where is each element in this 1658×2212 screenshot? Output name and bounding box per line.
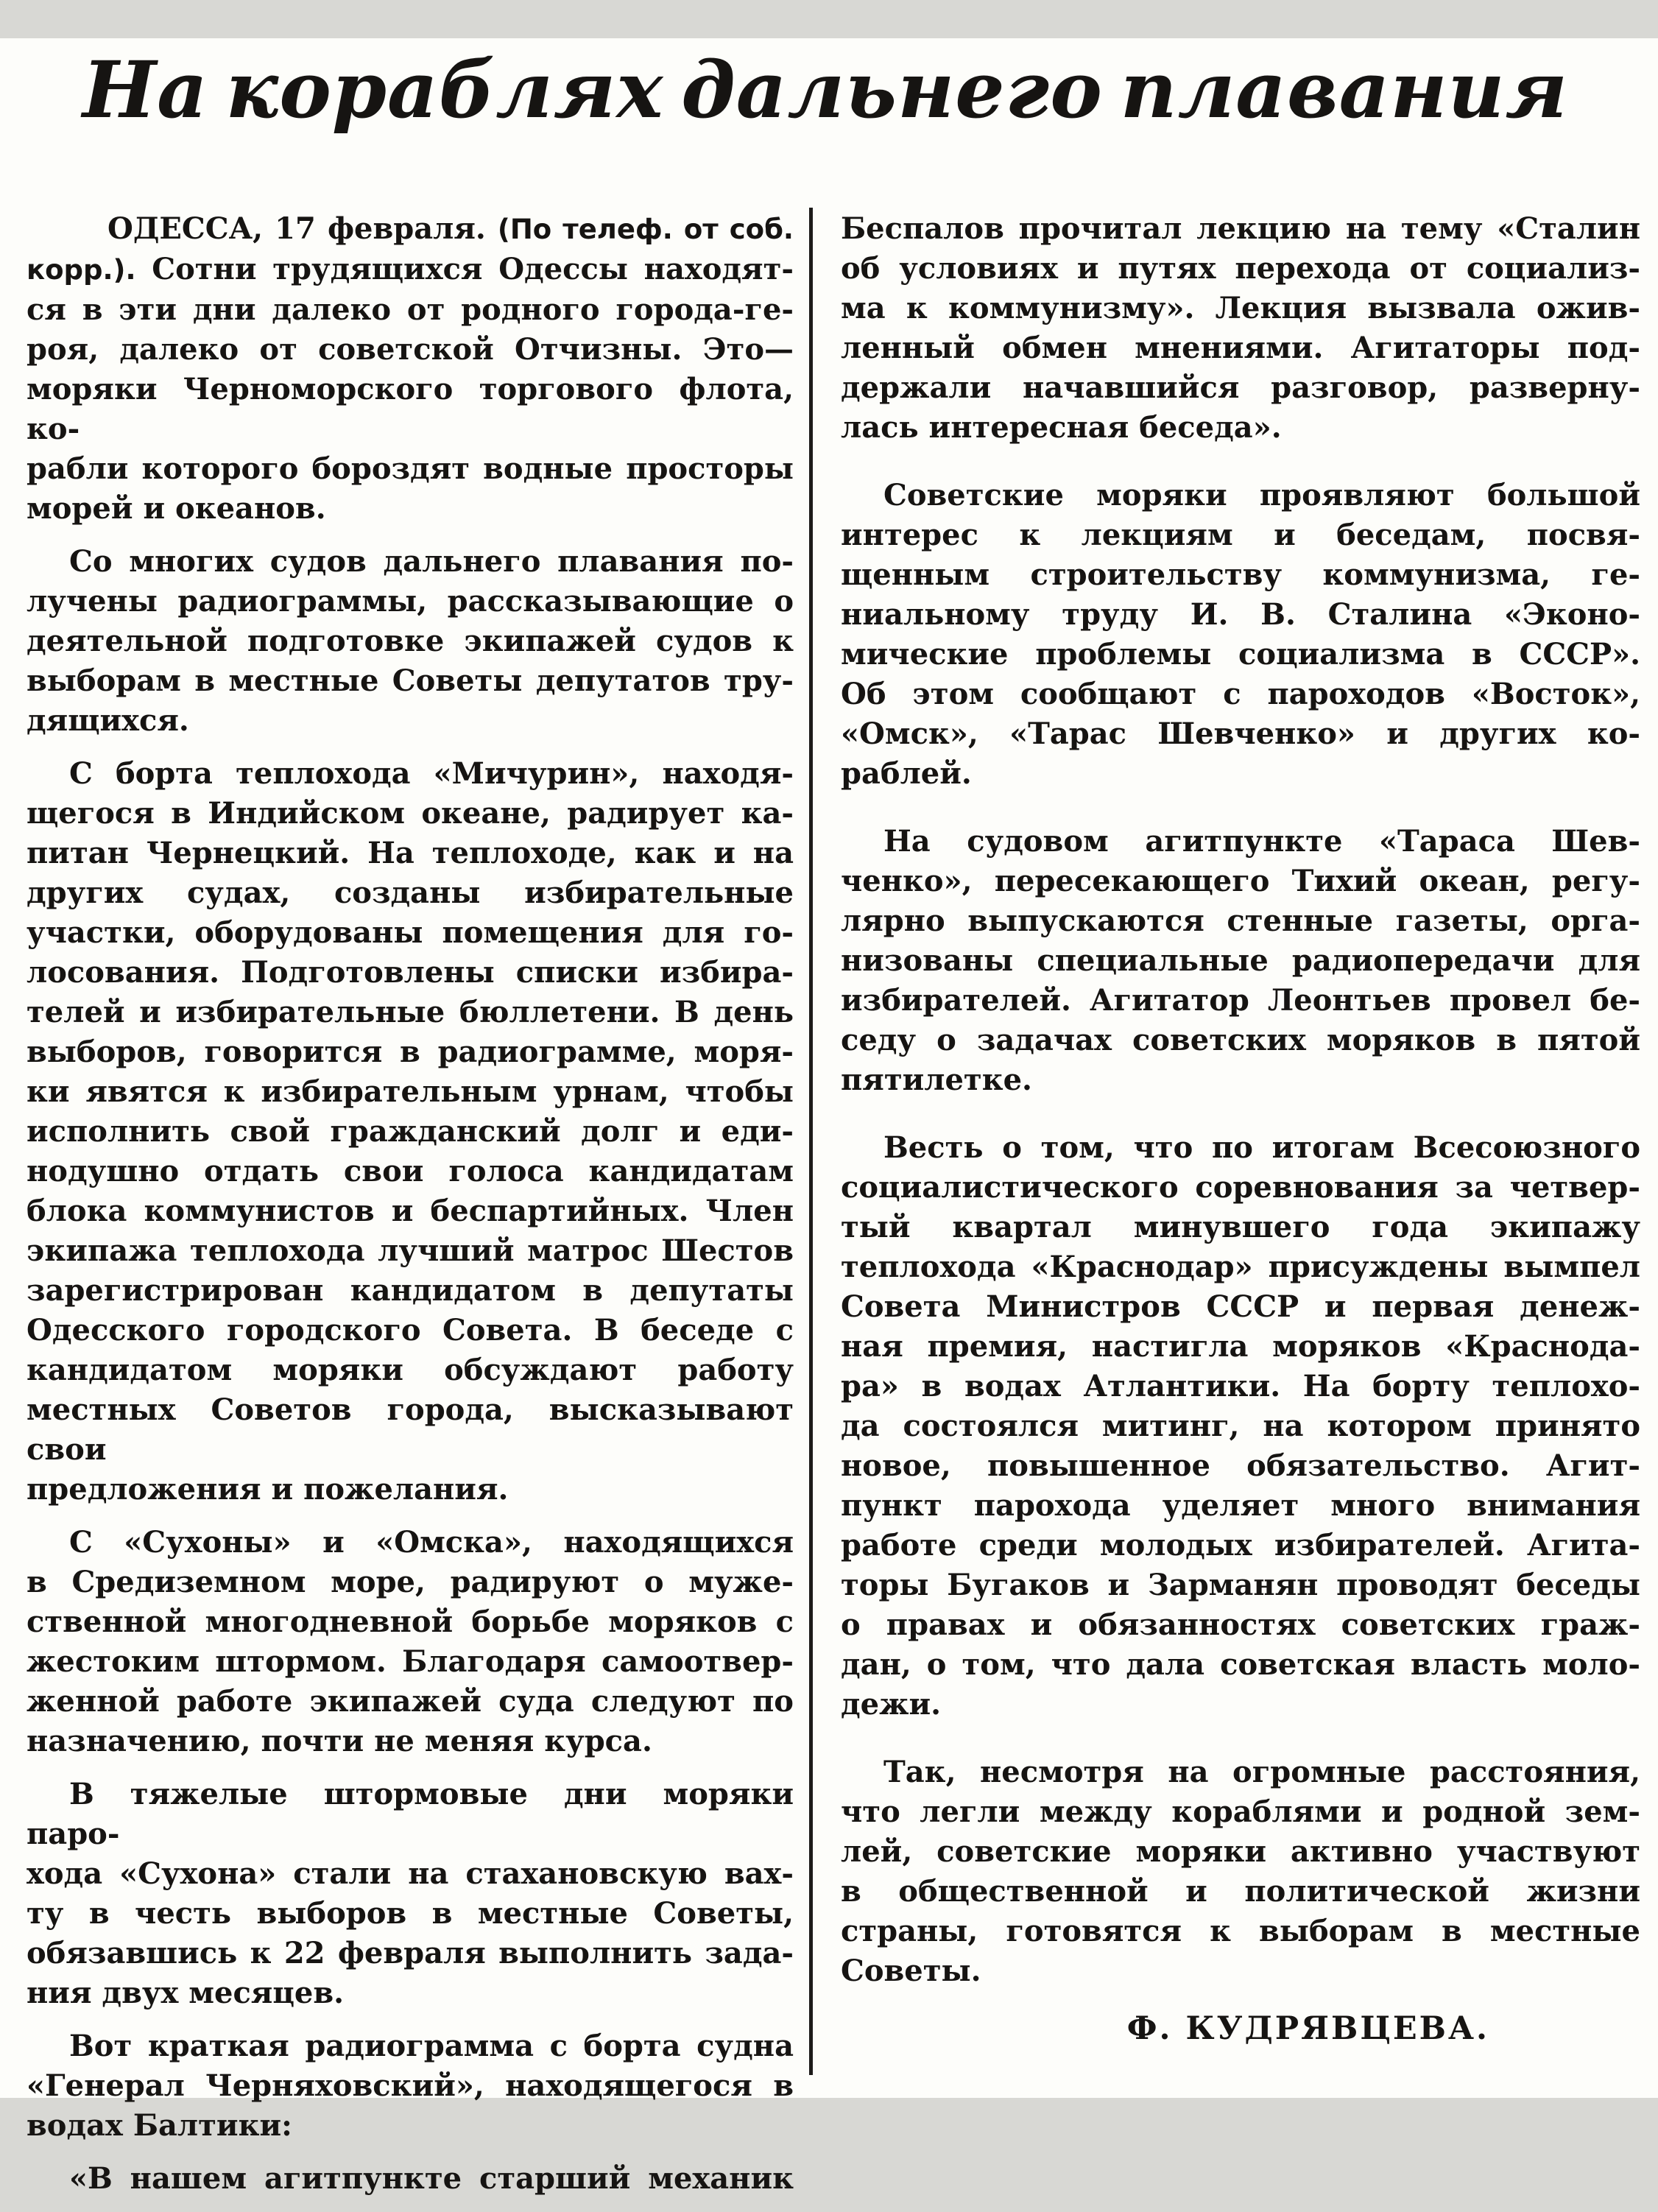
text-segment: местных Советов города, высказывают свои xyxy=(27,1392,794,1467)
text-segment: рабли которого бороздят водные просторы xyxy=(27,451,794,486)
text-segment: избирателей. Агитатор Леонтьев провел бе- xyxy=(841,983,1640,1018)
text-line xyxy=(27,1722,794,1761)
text-line xyxy=(841,1912,1640,1951)
paragraph xyxy=(841,1128,1640,1725)
text-line xyxy=(841,1565,1640,1605)
text-segment: Одесского городского Совета. В беседе с xyxy=(27,1313,794,1348)
right-column xyxy=(841,209,1640,2019)
text-line xyxy=(841,1605,1640,1645)
article-headline xyxy=(82,38,1568,141)
text-line xyxy=(27,873,794,913)
text-line xyxy=(841,1526,1640,1565)
text-line xyxy=(27,1602,794,1642)
text-line xyxy=(841,249,1640,289)
text-line xyxy=(841,328,1640,368)
paragraph xyxy=(27,1775,794,2013)
text-segment: экипажа теплохода лучший матрос Шестов xyxy=(27,1233,794,1268)
text-line xyxy=(27,1271,794,1311)
text-segment: Беспалов прочитал лекцию на тему «Сталин xyxy=(841,211,1640,246)
text-line xyxy=(841,1446,1640,1486)
text-segment: мические проблемы социализма в СССР». xyxy=(841,637,1640,672)
text-segment: щегося в Индийском океане, радирует ка- xyxy=(27,796,794,831)
text-segment: ленный обмен мнениями. Агитаторы под- xyxy=(841,331,1640,365)
text-segment: ниальному труду И. В. Сталина «Эконо- xyxy=(841,597,1640,632)
text-segment: женной работе экипажей суда следуют по xyxy=(27,1684,794,1719)
text-line xyxy=(27,1523,794,1563)
text-line xyxy=(27,754,794,794)
text-line xyxy=(841,1021,1640,1060)
text-segment: питан Чернецкий. На теплоходе, как и на xyxy=(27,836,794,870)
column-divider xyxy=(809,208,813,2075)
text-line xyxy=(27,290,794,330)
text-segment: ра» в водах Атлантики. На борту теплохо- xyxy=(841,1369,1640,1403)
text-segment: С «Сухоны» и «Омска», находящихся xyxy=(69,1525,794,1560)
text-segment: ки явятся к избирательным урнам, чтобы xyxy=(27,1074,794,1109)
text-segment: С борта теплохода «Мичурин», находя- xyxy=(69,756,794,791)
text-segment: ма к коммунизму». Лекция вызвала ожив- xyxy=(841,291,1640,325)
text-line xyxy=(27,913,794,953)
text-line xyxy=(841,209,1640,249)
paragraph xyxy=(841,209,1640,448)
text-line xyxy=(27,1231,794,1271)
text-line xyxy=(841,1645,1640,1685)
text-line xyxy=(841,754,1640,794)
text-segment: ся в эти дни далеко от родного города-ге- xyxy=(27,292,794,327)
text-segment: хода «Сухона» стали на стахановскую вах- xyxy=(27,1856,794,1891)
text-segment: Советские моряки проявляют большой xyxy=(883,478,1640,513)
text-line xyxy=(841,1168,1640,1208)
text-line xyxy=(841,1872,1640,1912)
text-segment: предложения и пожелания. xyxy=(27,1472,509,1507)
text-line xyxy=(841,1753,1640,1792)
text-line xyxy=(841,1287,1640,1327)
text-segment: исполнить свой гражданский долг и еди- xyxy=(27,1114,794,1149)
text-segment: социалистического соревнования за четвер- xyxy=(841,1170,1640,1205)
paragraph xyxy=(27,2159,794,2199)
text-segment: выборов, говорится в радиограмме, моря- xyxy=(27,1035,794,1069)
text-segment: участки, оборудованы помещения для го- xyxy=(27,915,794,950)
text-segment: «Генерал Черняховский», находящегося в xyxy=(27,2068,794,2103)
text-segment: дящихся. xyxy=(27,703,189,738)
paragraph xyxy=(27,2026,794,2146)
left-column xyxy=(27,209,794,2212)
text-line xyxy=(27,1072,794,1112)
newspaper-page xyxy=(0,38,1658,2196)
text-segment: назначению, почти не меняя курса. xyxy=(27,1724,652,1758)
text-segment: телей и избирательные бюллетени. В день xyxy=(27,995,794,1029)
text-line xyxy=(841,981,1640,1021)
text-segment: Вот краткая радиограмма с борта судна xyxy=(69,2029,794,2063)
text-line xyxy=(841,1951,1640,1991)
text-line xyxy=(27,2026,794,2066)
text-segment: зарегистрирован кандидатом в депутаты xyxy=(27,1273,794,1308)
text-segment: что легли между кораблями и родной зем- xyxy=(841,1794,1640,1829)
text-segment: лей, советские моряки активно участвуют xyxy=(841,1834,1640,1869)
text-line xyxy=(27,489,794,529)
text-line xyxy=(27,582,794,621)
text-segment: кандидатом моряки обсуждают работу xyxy=(27,1353,794,1387)
text-line xyxy=(841,1832,1640,1872)
author-byline: Ф. КУДРЯВЦЕВА. xyxy=(1126,2010,1489,2047)
text-segment: торы Бугаков и Зарманян проводят беседы xyxy=(841,1568,1640,1602)
text-segment: щенным строительству коммунизма, ге- xyxy=(841,557,1640,592)
text-line xyxy=(841,1367,1640,1406)
text-segment: «Омск», «Тарас Шевченко» и других ко- xyxy=(841,716,1640,751)
text-line xyxy=(841,555,1640,595)
text-segment: Сотни трудящихся Одессы находят- xyxy=(135,252,794,286)
text-segment: деятельной подготовке экипажей судов к xyxy=(27,624,794,658)
text-line xyxy=(27,1350,794,1390)
text-segment: ная премия, настигла моряков «Краснода- xyxy=(841,1329,1640,1364)
text-line xyxy=(841,515,1640,555)
text-segment: об условиях и путях перехода от социализ- xyxy=(841,251,1640,286)
text-segment: нодушно отдать свои голоса кандидатам xyxy=(27,1154,794,1188)
text-line xyxy=(27,1775,794,1854)
text-segment: в общественной и политической жизни xyxy=(841,1874,1640,1909)
text-line xyxy=(841,1792,1640,1832)
text-segment: тый квартал минувшего года экипажу xyxy=(841,1210,1640,1244)
text-segment: в Средиземном море, радируют о муже- xyxy=(27,1565,794,1599)
text-line xyxy=(841,595,1640,635)
text-segment: интерес к лекциям и беседам, посвя- xyxy=(841,518,1640,552)
text-segment: жестоким штормом. Благодаря самоотвер- xyxy=(27,1644,794,1679)
text-line xyxy=(841,674,1640,714)
text-segment: моряки Черноморского торгового флота, ко- xyxy=(27,372,794,446)
text-line xyxy=(27,2066,794,2106)
text-segment: страны, готовятся к выборам в местные xyxy=(841,1914,1640,1948)
headline-word: плавания xyxy=(1120,43,1568,135)
text-segment: «В нашем агитпункте старший механик xyxy=(69,2161,794,2196)
text-line xyxy=(27,1854,794,1894)
text-segment: морей и океанов. xyxy=(27,491,326,526)
text-line xyxy=(27,449,794,489)
text-line xyxy=(27,1470,794,1510)
text-segment: Весть о том, что по итогам Всесоюзного xyxy=(883,1130,1640,1165)
text-line xyxy=(27,1032,794,1072)
text-line xyxy=(841,1406,1640,1446)
text-segment: седу о задачах советских моряков в пятой xyxy=(841,1023,1640,1057)
text-line xyxy=(841,822,1640,862)
text-line xyxy=(27,330,794,370)
text-segment: Советы. xyxy=(841,1954,981,1988)
text-segment: водах Балтики: xyxy=(27,2108,292,2143)
text-segment: о правах и обязанностях советских граж- xyxy=(841,1607,1640,1642)
text-segment: обязавшись к 22 февраля выполнить зада- xyxy=(27,1936,794,1970)
text-segment: дан, о том, что дала советская власть моло- xyxy=(841,1647,1640,1682)
text-line xyxy=(27,1390,794,1470)
text-segment: выборам в местные Советы депутатов тру- xyxy=(27,663,794,698)
text-segment: лучены радиограммы, рассказывающие о xyxy=(27,584,794,619)
text-segment: ния двух месяцев. xyxy=(27,1976,345,2010)
headline-word: На xyxy=(82,43,208,135)
text-segment: блока коммунистов и беспартийных. Член xyxy=(27,1194,794,1228)
text-segment: лосования. Подготовлены списки избира- xyxy=(27,955,794,990)
text-line xyxy=(841,1208,1640,1247)
text-line xyxy=(27,701,794,741)
text-line xyxy=(27,1934,794,1973)
text-line xyxy=(27,953,794,993)
text-line xyxy=(841,941,1640,981)
text-segment: пункт парохода уделяет много внимания xyxy=(841,1488,1640,1523)
paragraph xyxy=(27,754,794,1510)
text-line xyxy=(841,1486,1640,1526)
text-line xyxy=(27,542,794,582)
text-segment: раблей. xyxy=(841,756,972,791)
paragraph xyxy=(841,822,1640,1100)
text-segment: работе среди молодых избирателей. Агита- xyxy=(841,1528,1640,1563)
text-line xyxy=(27,1191,794,1231)
text-line xyxy=(841,1128,1640,1168)
text-segment: других судах, созданы избирательные xyxy=(27,876,794,910)
text-segment: роя, далеко от советской Отчизны. Это— xyxy=(27,332,794,367)
text-line xyxy=(27,661,794,701)
text-line xyxy=(27,2159,794,2199)
text-segment: Об этом сообщают с пароходов «Восток», xyxy=(841,677,1640,711)
paragraph xyxy=(841,476,1640,794)
text-segment: пятилетке. xyxy=(841,1063,1032,1097)
paragraph xyxy=(27,1523,794,1761)
text-line xyxy=(27,209,794,250)
text-line xyxy=(841,408,1640,448)
text-segment: Со многих судов дальнего плавания по- xyxy=(69,544,794,579)
text-line xyxy=(841,635,1640,674)
text-segment: дежи. xyxy=(841,1687,942,1722)
bold-text: (По телеф. от соб. xyxy=(497,214,794,245)
text-line xyxy=(27,1894,794,1934)
text-line xyxy=(27,1642,794,1682)
text-segment: На судовом агитпункте «Тараса Шев- xyxy=(883,824,1640,859)
text-line xyxy=(27,1311,794,1350)
text-line xyxy=(27,993,794,1032)
headline-word: кораблях xyxy=(225,43,664,135)
text-line xyxy=(27,794,794,834)
text-line xyxy=(27,1682,794,1722)
text-segment: лась интересная беседа». xyxy=(841,410,1282,445)
text-line xyxy=(27,834,794,873)
text-line xyxy=(841,289,1640,328)
text-line xyxy=(27,370,794,449)
text-line xyxy=(27,1973,794,2013)
text-line xyxy=(27,1112,794,1152)
text-segment: новое, повышенное обязательство. Агит- xyxy=(841,1448,1640,1483)
text-segment: В тяжелые штормовые дни моряки паро- xyxy=(27,1777,794,1851)
text-segment: Так, несмотря на огромные расстояния, xyxy=(883,1755,1640,1789)
text-line xyxy=(27,1152,794,1191)
bold-text: корр.). xyxy=(27,254,136,286)
text-segment: низованы специальные радиопередачи для xyxy=(841,943,1640,978)
text-segment: ту в честь выборов в местные Советы, xyxy=(27,1896,794,1931)
text-segment: теплохода «Краснодар» присуждены вымпел xyxy=(841,1250,1640,1284)
text-line xyxy=(27,1563,794,1602)
text-segment: да состоялся митинг, на котором принято xyxy=(841,1409,1640,1443)
text-line xyxy=(841,1247,1640,1287)
text-segment: ченко», пересекающего Тихий океан, регу- xyxy=(841,864,1640,898)
text-line xyxy=(841,1327,1640,1367)
paragraph xyxy=(841,1753,1640,1991)
text-line xyxy=(841,1060,1640,1100)
text-segment: ственной многодневной борьбе моряков с xyxy=(27,1605,794,1639)
text-segment: Совета Министров СССР и первая денеж- xyxy=(841,1289,1640,1324)
text-line xyxy=(841,368,1640,408)
text-line xyxy=(841,1685,1640,1725)
text-line xyxy=(841,714,1640,754)
paragraph xyxy=(27,542,794,741)
text-line xyxy=(27,250,794,290)
text-segment: держали начавшийся разговор, разверну- xyxy=(841,370,1640,405)
paragraph xyxy=(27,209,794,529)
text-line xyxy=(27,621,794,661)
text-line xyxy=(841,901,1640,941)
text-line xyxy=(841,476,1640,515)
text-segment: ОДЕССА, 17 февраля. xyxy=(107,211,498,246)
text-segment: лярно выпускаются стенные газеты, орга- xyxy=(841,904,1640,938)
text-line xyxy=(27,2106,794,2146)
text-line xyxy=(841,862,1640,901)
headline-word: дальнего xyxy=(681,43,1103,135)
